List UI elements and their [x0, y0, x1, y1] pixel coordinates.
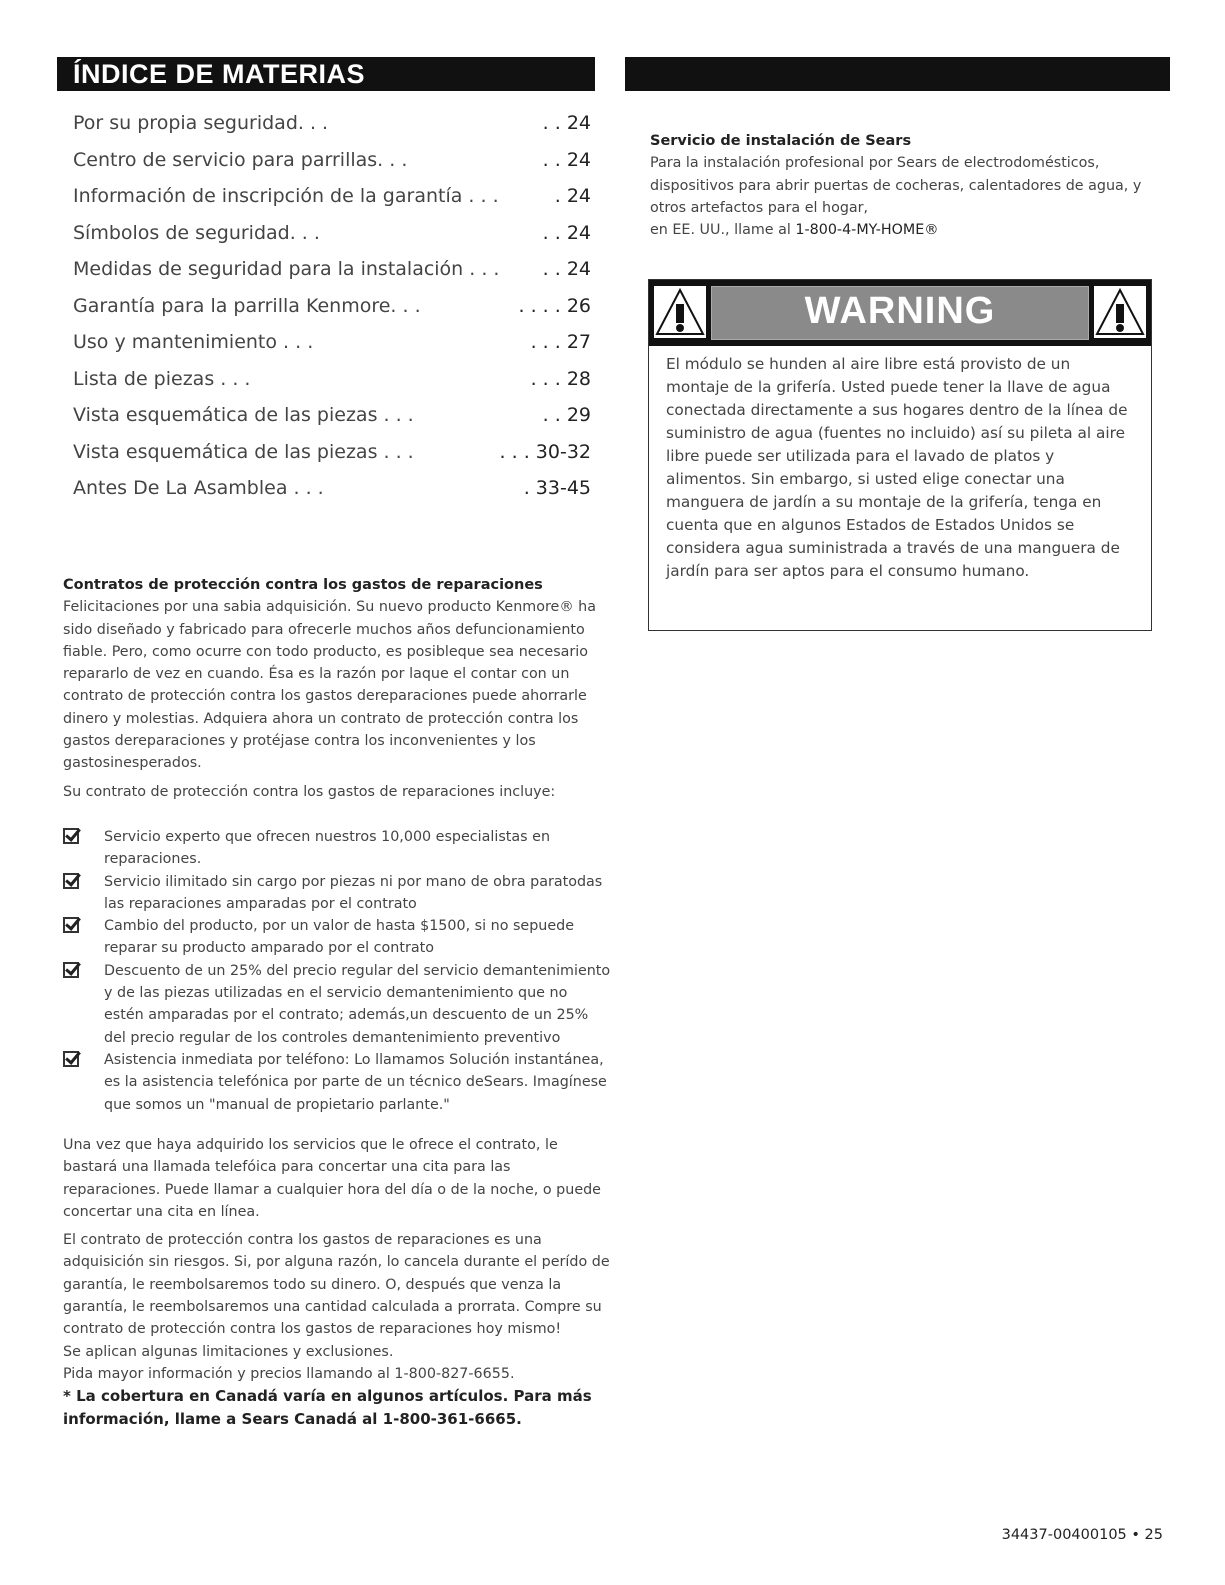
sears-line2 [650, 219, 1170, 241]
toc-label: Símbolos de seguridad. . . [73, 221, 320, 244]
contracts-para2: El contrato de protección contra los gastos de reparaciones es una adquisición sin riesgos. Si, por alguna razón, lo cancela durante el perído de garantía, le reembolsaremos todo su dinero. O, después que venza la garantía, le reembolsaremos una cantidad calculada a prorrata. Compre su contrato de protección contra los gastos de reparaciones hoy mismo! [63, 1232, 610, 1338]
table-of-contents [73, 112, 593, 514]
header-bar-left [57, 57, 595, 91]
toc-label: Lista de piezas . . . [73, 367, 251, 390]
toc-label: Garantía para la parrilla Kenmore. . . [73, 294, 421, 317]
list-item [63, 826, 611, 871]
checkbox-icon [63, 917, 79, 933]
warning-triangle-icon [654, 286, 706, 338]
sears-heading: Servicio de instalación de Sears [650, 133, 912, 149]
contracts-section [63, 574, 611, 803]
toc-page: . . . 27 [530, 331, 591, 353]
page-footer: 34437-00400105 • 25 [1001, 1527, 1163, 1543]
toc-row[interactable] [73, 331, 593, 368]
warning-title: WARNING [804, 290, 996, 332]
checkbox-icon [63, 828, 79, 844]
contracts-closing [63, 1134, 611, 1430]
sears-line1: Para la instalación profesional por Sears de electrodomésticos, dispositivos para abrir puertas de cocheras, calentadores de agua, y otros artefactos para el hogar, [650, 155, 1142, 216]
warning-box [648, 279, 1152, 631]
checkbox-icon [63, 1051, 79, 1067]
toc-label: Información de inscripción de la garantía . . . [73, 185, 499, 207]
section-title: ÍNDICE DE MATERIAS [73, 59, 366, 89]
sears-installation [650, 130, 1170, 241]
toc-page: . . 29 [542, 404, 591, 426]
toc-row[interactable] [73, 112, 593, 149]
includes-list [63, 826, 611, 1116]
list-item [63, 960, 611, 1049]
warning-triangle-icon [1094, 286, 1146, 338]
contracts-includes: Su contrato de protección contra los gastos de reparaciones incluye: [63, 783, 556, 800]
toc-row[interactable] [73, 295, 593, 332]
toc-page: . . 24 [542, 258, 591, 280]
checkbox-icon [63, 873, 79, 889]
warning-banner [649, 280, 1151, 346]
toc-page: . . 24 [542, 148, 591, 171]
toc-label: Vista esquemática de las piezas . . . [73, 404, 414, 426]
toc-label: Por su propia seguridad. . . [73, 112, 329, 134]
contracts-para3: Se aplican algunas limitaciones y exclusiones. [63, 1343, 394, 1360]
list-item-text: Descuento de un 25% del precio regular del servicio demantenimiento y de las piezas utilizadas en el servicio demantenimiento que no estén amparadas por el contrato; además,un descuento de un 25% del precio regular de los controles demantenimiento preventivo [104, 962, 611, 1046]
toc-page: . . . 28 [530, 367, 591, 390]
toc-page: . . . . 26 [518, 294, 591, 317]
toc-row[interactable] [73, 222, 593, 259]
toc-page: . . 24 [542, 221, 591, 244]
warning-text: El módulo se hunden al aire libre está provisto de un montaje de la grifería. Usted puede tener la llave de agua conectada directamente a sus hogares dentro de la línea de suministro de agua (fuentes no incluido) así su pileta al aire libre puede ser utilizada para el lavado de platos y alimentos. Sin embargo, si usted elige conectar una manguera de jardín a su montaje de la grifería, tenga en cuenta que en algunos Estados de Estados Unidos se considera agua suministrada a través de una manguera de jardín para ser aptos para el consumo humano. [666, 355, 1128, 580]
list-item [63, 915, 611, 960]
toc-page: . 24 [554, 185, 591, 207]
sears-line2-prefix: en EE. UU., llame al [650, 222, 796, 239]
toc-row[interactable] [73, 258, 593, 295]
toc-row[interactable] [73, 368, 593, 405]
toc-row[interactable] [73, 149, 593, 186]
list-item-text: Servicio ilimitado sin cargo por piezas ni por mano de obra paratodas las reparaciones amparadas por el contrato [104, 873, 603, 912]
checkbox-icon [63, 962, 79, 978]
contracts-para4: Pida mayor información y precios llamando al 1-800-827-6655. [63, 1365, 515, 1382]
sears-phone: 1-800-4-MY-HOME® [795, 222, 939, 239]
toc-page: . . . 30-32 [499, 440, 591, 463]
toc-label: Antes De La Asamblea . . . [73, 477, 324, 499]
header-bar-right [625, 57, 1170, 91]
canada-note: * La cobertura en Canadá varía en algunos artículos. Para más información, llame a Sears Canadá al 1-800-361-6665. [63, 1387, 592, 1428]
list-item [63, 1049, 611, 1116]
contracts-para1: Una vez que haya adquirido los servicios que le ofrece el contrato, le bastará una llamada telefóica para concertar una cita para las reparaciones. Puede llamar a cualquier hora del día o de la noche, o puede concertar una cita en línea. [63, 1137, 601, 1220]
toc-page: . 33-45 [523, 477, 591, 499]
toc-label: Centro de servicio para parrillas. . . [73, 148, 408, 171]
list-item-text: Servicio experto que ofrecen nuestros 10,000 especialistas en reparaciones. [104, 829, 551, 868]
toc-label: Medidas de seguridad para la instalación . . . [73, 258, 500, 280]
contracts-intro: Felicitaciones por una sabia adquisición. Su nuevo producto Kenmore® ha sido diseñado y fabricado para ofrecerle muchos años defuncionamiento fiable. Pero, como ocurre con todo producto, es posibleque sea necesario repararlo de vez en cuando. Ésa es la razón por laque el contar con un contrato de protección contra los gastos dereparaciones puede ahorrarle dinero y molestias. Adquiera ahora un contrato de protección contra los gastos dereparaciones y protéjase contra los inconvenientes y los gastosinesperados. [63, 599, 596, 772]
list-item [63, 871, 611, 916]
list-item-text: Asistencia inmediata por teléfono: Lo llamamos Solución instantánea, es la asistencia telefónica por parte de un técnico deSears. Imagínese que somos un "manual de propietario parlante." [104, 1051, 607, 1113]
contracts-heading: Contratos de protección contra los gastos de reparaciones [63, 577, 543, 593]
toc-label: Uso y mantenimiento . . . [73, 331, 314, 353]
toc-label: Vista esquemática de las piezas . . . [73, 440, 414, 463]
toc-row[interactable] [73, 441, 593, 478]
toc-row[interactable] [73, 404, 593, 441]
toc-row[interactable] [73, 185, 593, 222]
warning-title-panel [711, 286, 1089, 340]
toc-page: . . 24 [542, 112, 591, 134]
list-item-text: Cambio del producto, por un valor de hasta $1500, si no sepuede reparar su producto amparado por el contrato [104, 918, 575, 957]
toc-row[interactable] [73, 477, 593, 514]
